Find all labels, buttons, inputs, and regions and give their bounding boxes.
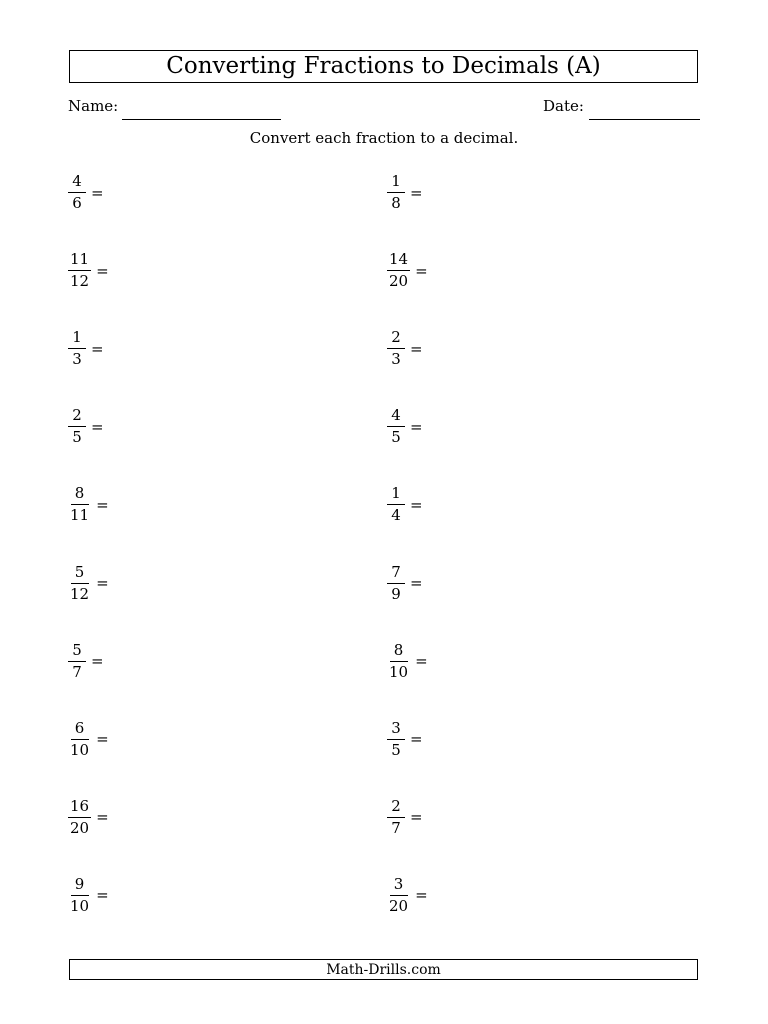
- equals-sign: =: [91, 652, 104, 671]
- problem-item: [387, 252, 428, 289]
- fraction: [387, 718, 405, 759]
- problem-item: [68, 796, 109, 837]
- problem-item: [387, 874, 428, 915]
- problem-item: [387, 796, 423, 837]
- fraction: [387, 330, 405, 367]
- numerator: 3: [387, 721, 405, 740]
- problem-item: [387, 174, 423, 211]
- equals-sign: =: [410, 574, 423, 592]
- denominator: 10: [70, 896, 90, 915]
- problem-item: [68, 174, 104, 211]
- numerator: 5: [71, 565, 89, 584]
- fraction: [68, 640, 86, 681]
- denominator: 20: [389, 896, 409, 915]
- date-label: Date:: [543, 97, 584, 115]
- fraction: [387, 640, 410, 681]
- numerator: 4: [387, 408, 405, 427]
- numerator: 14: [387, 252, 410, 271]
- fraction: [387, 874, 410, 915]
- problem-item: [68, 252, 109, 289]
- equals-sign: =: [415, 652, 428, 671]
- fraction: [68, 252, 91, 289]
- numerator: 2: [387, 330, 405, 349]
- numerator: 1: [387, 486, 405, 505]
- equals-sign: =: [410, 495, 423, 514]
- numerator: 2: [68, 408, 86, 427]
- problem-item: [387, 718, 423, 759]
- fraction: [387, 562, 405, 603]
- denominator: 5: [391, 740, 401, 759]
- denominator: 10: [70, 740, 90, 759]
- problem-item: [68, 330, 104, 367]
- denominator: 11: [70, 506, 90, 525]
- problem-item: [68, 874, 109, 915]
- name-field[interactable]: [122, 119, 281, 120]
- fraction: [68, 562, 91, 603]
- denominator: 12: [70, 584, 90, 603]
- denominator: 12: [70, 272, 90, 291]
- date-field[interactable]: [589, 119, 700, 120]
- numerator: 9: [71, 877, 89, 896]
- footer-text: Math-Drills.com: [326, 961, 441, 978]
- fraction: [387, 252, 410, 289]
- denominator: 3: [72, 350, 82, 369]
- problem-item: [387, 640, 428, 681]
- problem-item: [68, 640, 104, 681]
- problem-item: [68, 718, 109, 759]
- equals-sign: =: [91, 417, 104, 436]
- denominator: 4: [391, 506, 401, 525]
- denominator: 7: [72, 662, 82, 681]
- fraction: [387, 796, 405, 837]
- equals-sign: =: [91, 339, 104, 358]
- denominator: 8: [391, 194, 401, 212]
- equals-sign: =: [410, 417, 423, 436]
- numerator: 16: [68, 799, 91, 818]
- numerator: 8: [71, 486, 89, 505]
- name-label: Name:: [68, 97, 119, 115]
- fraction: [68, 330, 86, 367]
- worksheet-title: Converting Fractions to Decimals (A): [166, 53, 601, 79]
- numerator: 5: [68, 643, 86, 662]
- denominator: 20: [389, 272, 409, 291]
- denominator: 5: [391, 428, 401, 447]
- worksheet-title-box: [69, 50, 698, 83]
- numerator: 8: [390, 643, 408, 662]
- fraction: [68, 874, 91, 915]
- equals-sign: =: [410, 339, 423, 358]
- numerator: 11: [68, 252, 91, 271]
- equals-sign: =: [96, 730, 109, 749]
- fraction: [387, 408, 405, 445]
- numerator: 2: [387, 799, 405, 818]
- equals-sign: =: [96, 495, 109, 514]
- numerator: 7: [387, 565, 405, 584]
- problem-item: [387, 562, 423, 603]
- equals-sign: =: [410, 730, 423, 749]
- equals-sign: =: [96, 886, 109, 905]
- fraction: [68, 486, 91, 523]
- denominator: 3: [391, 350, 401, 369]
- fraction: [387, 174, 405, 211]
- problem-item: [68, 408, 104, 445]
- numerator: 1: [68, 330, 86, 349]
- equals-sign: =: [96, 808, 109, 827]
- fraction: [68, 796, 91, 837]
- equals-sign: =: [415, 886, 428, 905]
- equals-sign: =: [96, 261, 109, 280]
- problem-item: [68, 562, 109, 603]
- fraction: [68, 174, 86, 211]
- problem-item: [68, 486, 109, 523]
- equals-sign: =: [91, 183, 104, 202]
- fraction: [68, 408, 86, 445]
- numerator: 4: [68, 174, 86, 193]
- fraction: [68, 718, 91, 759]
- denominator: 9: [391, 584, 401, 603]
- equals-sign: =: [410, 808, 423, 827]
- footer-box: [69, 959, 698, 980]
- instructions: Convert each fraction to a decimal.: [249, 129, 519, 147]
- denominator: 10: [389, 662, 409, 681]
- denominator: 7: [391, 818, 401, 837]
- equals-sign: =: [410, 183, 423, 202]
- numerator: 6: [71, 721, 89, 740]
- problem-item: [387, 486, 423, 523]
- denominator: 6: [72, 194, 82, 212]
- equals-sign: =: [96, 574, 109, 592]
- fraction: [387, 486, 405, 523]
- denominator: 20: [70, 818, 90, 837]
- problem-item: [387, 408, 423, 445]
- numerator: 3: [390, 877, 408, 896]
- numerator: 1: [387, 174, 405, 193]
- problem-item: [387, 330, 423, 367]
- equals-sign: =: [415, 261, 428, 280]
- denominator: 5: [72, 428, 82, 447]
